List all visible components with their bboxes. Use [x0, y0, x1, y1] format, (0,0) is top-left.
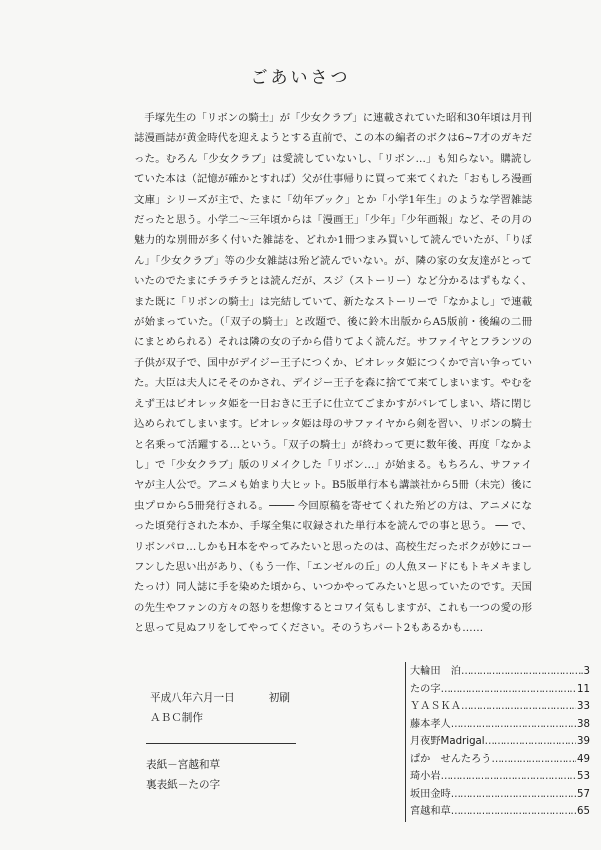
toc-page: 33 — [577, 701, 590, 712]
toc-author: 大輪田 泊 — [410, 666, 461, 677]
toc-page: 53 — [577, 771, 590, 782]
toc-leader — [461, 663, 583, 681]
toc-page: 38 — [577, 718, 590, 730]
toc-page: 65 — [577, 806, 590, 817]
toc-author: 藤本孝人 — [410, 718, 451, 730]
producer-label: ＡＢＣ制作 — [150, 712, 203, 724]
toc-item — [410, 733, 590, 751]
toc-leader — [451, 716, 576, 734]
colophon — [150, 688, 290, 728]
edition-label: 初刷 — [268, 692, 290, 704]
divider — [146, 743, 296, 744]
toc-item — [410, 768, 590, 786]
table-of-contents — [410, 663, 590, 821]
back-cover-credit: 裏表紙－たの字 — [146, 779, 221, 791]
toc-leader — [441, 768, 576, 786]
toc-divider — [405, 662, 406, 822]
greeting-paragraph: 手塚先生の「リボンの騎士」が「少女クラブ」に連載されていた昭和30年頃は月刊誌漫画誌が黄金時代を迎えようとする直前で、この本の編者のボクは6~7才のガキだった。むろん「少女クラブ」は愛読していないし、「リボン…」も知らない。購読していた本は（記憶が確かとすれば）父が仕事帰りに買って来てくれた「おもしろ漫画文庫」シリーズが主で、たまに「幼年ブック」とか「小学1年生」のような学習雑誌だったと思う。小学二～三年頃からは「漫画王」「少年」「少年画報」など、その月の魅力的な別冊が多く付いた雑誌を、どれか1冊つまみ買いして読んでいたが、「りぼん」「少女クラブ」等の少女雑誌は殆ど読んでいない。が、隣の家の女友達がとっていたのでたまにチラチラとは読んだが、スジ（ストーリー）など分かるはずもなく、また既に「リボンの騎士」は完結していて、新たなストーリーで「なかよし」で連載が始まっていた。（「双子の騎士」と改題で、後に鈴木出版からA5版前・後編の二冊にまとめられる）それは隣の女の子から借りてよく読んだ。サファイヤとフランツの子供が双子で、国中がデイジー王子につくか、ビオレッタ姫につくかで言い争っていた。大臣は夫人にそそのかされ、デイジー王子を森に捨てて来てしまいます。やむをえず王はビオレッタ姫を一日おきに王子に仕立てごまかすがバレてしまい、塔に閉じ込められてしまいます。ビオレッタ姫は母のサファイヤから剣を習い、リボンの騎士と名乗って活躍する…という。「双子の騎士」が終わって更に数年後、再度「なかよし」で「少女クラブ」版のリメイクした「リボン…」が始まる。もちろん、サファイヤが主人公で。アニメも始まり大ヒット。B5版単行本も講談社から5冊（未完）後に虫プロから5冊発行される。──── 今回原稿を寄せてくれた殆どの方は、アニメになった頃発行された本か、手塚全集に収録された単行本を読んでの事と思う。 ── で、リボンパロ…しかもH本をやってみたいと思ったのは、高校生だったボクが妙にコーフンした思い出があり、（もう一作、「エンゼルの丘」の人魚ヌードにもトキメキましたっけ）同人誌に手を染めた頃から、いつかやってみたいと思っていたのです。天国の先生やファンの方々の怒りを想像するとコワイ気もしますが、これも一つの愛の形と思って見ぬフリをしてやってください。そのうちパート2もあるかも…… — [134, 112, 532, 635]
cover-credit: 表紙－宮越和草 — [146, 759, 221, 771]
toc-item — [410, 803, 590, 821]
toc-leader — [492, 751, 577, 769]
toc-author: 宮越和草 — [410, 806, 451, 817]
toc-item — [410, 716, 590, 734]
toc-author: ぱか せんたろう — [410, 753, 492, 765]
toc-page: 57 — [577, 788, 590, 800]
toc-author: 琦小岩 — [410, 771, 441, 782]
toc-leader — [485, 733, 576, 751]
toc-page: 3 — [583, 666, 590, 677]
toc-leader — [461, 698, 576, 716]
toc-item — [410, 698, 590, 716]
toc-item — [410, 681, 590, 699]
toc-leader — [441, 681, 576, 699]
toc-page: 11 — [577, 683, 590, 695]
toc-page: 39 — [577, 736, 590, 747]
toc-item — [410, 751, 590, 769]
toc-author: 月夜野Madrigal — [410, 736, 485, 747]
toc-item — [410, 786, 590, 804]
page-title: ごあいさつ — [250, 68, 351, 88]
toc-author: たの字 — [410, 683, 441, 695]
toc-leader — [451, 803, 576, 821]
greeting-body — [134, 108, 532, 639]
toc-item — [410, 663, 590, 681]
publication-date: 平成八年六月一日 — [150, 692, 235, 704]
cover-credits — [146, 755, 220, 795]
toc-author: ＹＡＳＫＡ — [410, 701, 461, 712]
toc-leader — [451, 786, 576, 804]
toc-page: 49 — [577, 753, 590, 765]
toc-author: 坂田金時 — [410, 788, 451, 800]
